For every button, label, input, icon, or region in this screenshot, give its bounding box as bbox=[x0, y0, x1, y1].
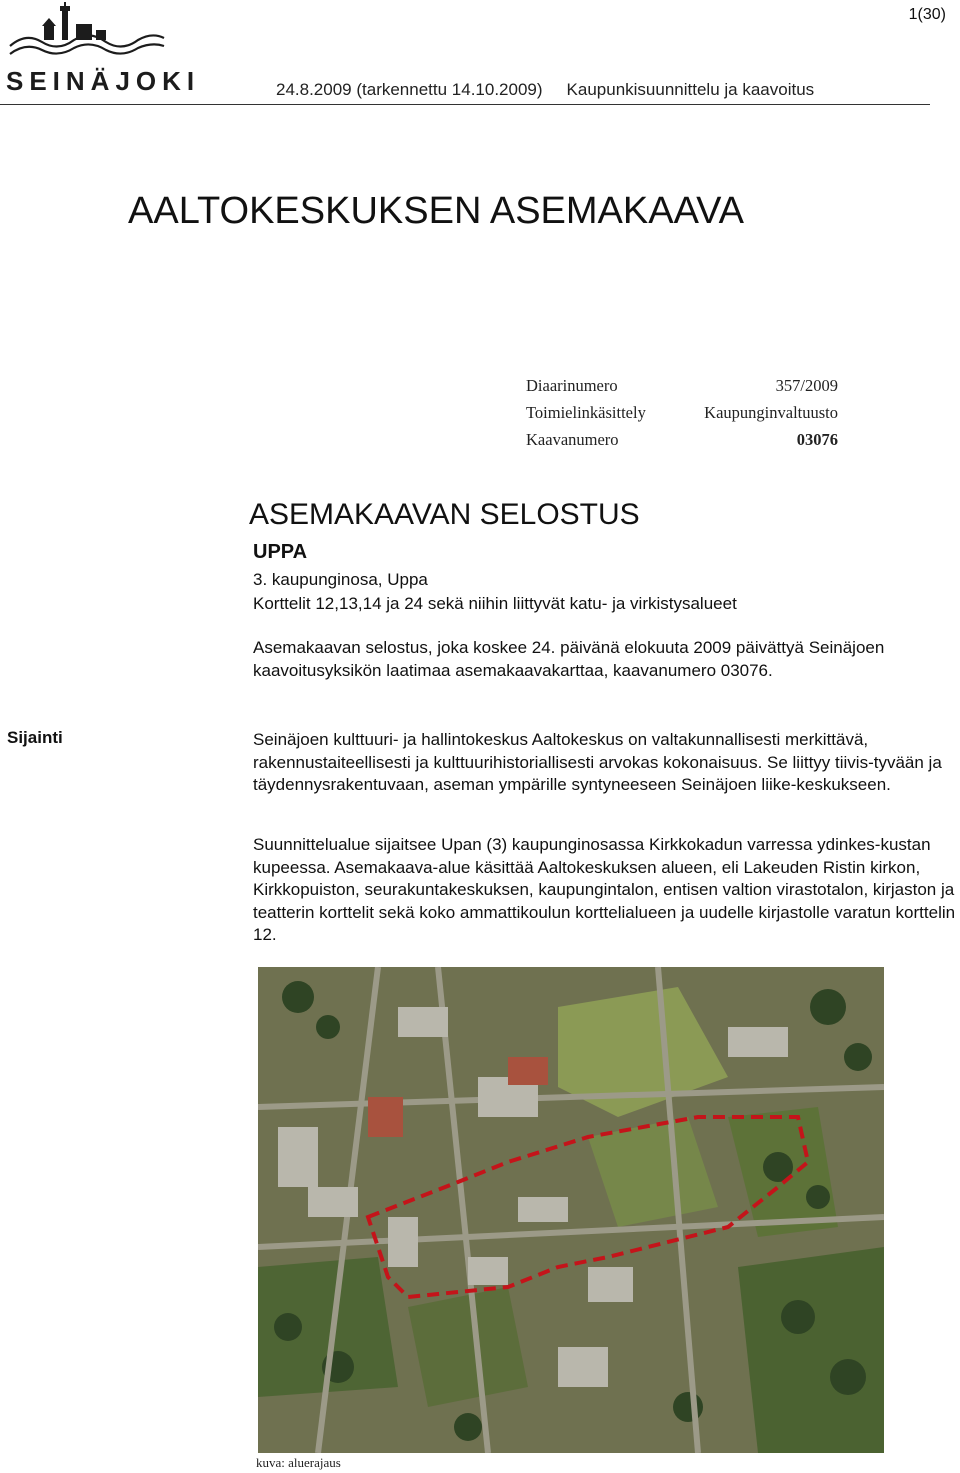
header-date: 24.8.2009 (tarkennettu 14.10.2009) bbox=[276, 80, 543, 99]
meta-row-diary bbox=[526, 376, 838, 403]
meta-label: Kaavanumero bbox=[526, 430, 619, 449]
header bbox=[276, 80, 838, 100]
document-title: AALTOKESKUKSEN ASEMAKAAVA bbox=[128, 190, 744, 232]
district-heading: UPPA bbox=[253, 541, 308, 563]
header-divider bbox=[0, 104, 930, 105]
meta-value: Kaupunginvaltuusto bbox=[704, 403, 838, 422]
logo-wordmark: SEINÄJOKI bbox=[6, 66, 201, 96]
photo-caption: kuva: aluerajaus bbox=[256, 1455, 341, 1470]
aerial-map-illustration bbox=[258, 967, 884, 1453]
meta-label: Diaarinumero bbox=[526, 376, 618, 395]
district-description: 3. kaupunginosa, Uppa bbox=[253, 570, 428, 589]
meta-value: 03076 bbox=[796, 430, 838, 449]
location-paragraph-1: Seinäjoen kulttuuri- ja hallintokeskus Aaltokeskus on valtakunnallisesti merkittävä, rakennustaiteellisesti ja kulttuurihistoriallisesti arvokas kokonaisuus. Se liittyy tiivis-tyvään ja täydennysrakentuvaan, aseman ympärille syntyneeseen Seinäjoen liike-keskukseen. bbox=[253, 730, 942, 794]
page-number: 1(30) bbox=[908, 6, 946, 23]
meta-row-plan-number bbox=[526, 430, 838, 457]
section-title: ASEMAKAAVAN SELOSTUS bbox=[249, 498, 640, 531]
document-meta bbox=[526, 376, 838, 457]
meta-value: 357/2009 bbox=[775, 376, 838, 395]
meta-label: Toimielinkäsittely bbox=[526, 403, 646, 422]
location-heading: Sijainti bbox=[7, 728, 63, 747]
blocks-description: Korttelit 12,13,14 ja 24 sekä niihin liittyvät katu- ja virkistysalueet bbox=[253, 594, 737, 613]
intro-paragraph: Asemakaavan selostus, joka koskee 24. päivänä elokuuta 2009 päivättyä Seinäjoen kaavoitusyksikön laatimaa asemakaavakarttaa, kaavanumero 03076. bbox=[253, 638, 885, 680]
aerial-photo bbox=[258, 967, 884, 1453]
header-department: Kaupunkisuunnittelu ja kaavoitus bbox=[566, 80, 815, 99]
meta-row-body bbox=[526, 403, 838, 430]
location-paragraph-2: Suunnittelualue sijaitsee Upan (3) kaupunginosassa Kirkkokadun varressa ydinkes-kustan kupeessa. Asemakaava-alue käsittää Aaltokeskuksen alueen, eli Lakeuden Ristin kirkon, Kirkkopuiston, seurakuntakeskuksen, kaupungintalon, entisen valtion virastotalon, kirjaston ja teatterin korttelit sekä koko ammattikoulun korttelialueen ja uudelle kirjastolle varatun korttelin 12. bbox=[253, 835, 956, 944]
skyline-emblem bbox=[6, 2, 166, 66]
